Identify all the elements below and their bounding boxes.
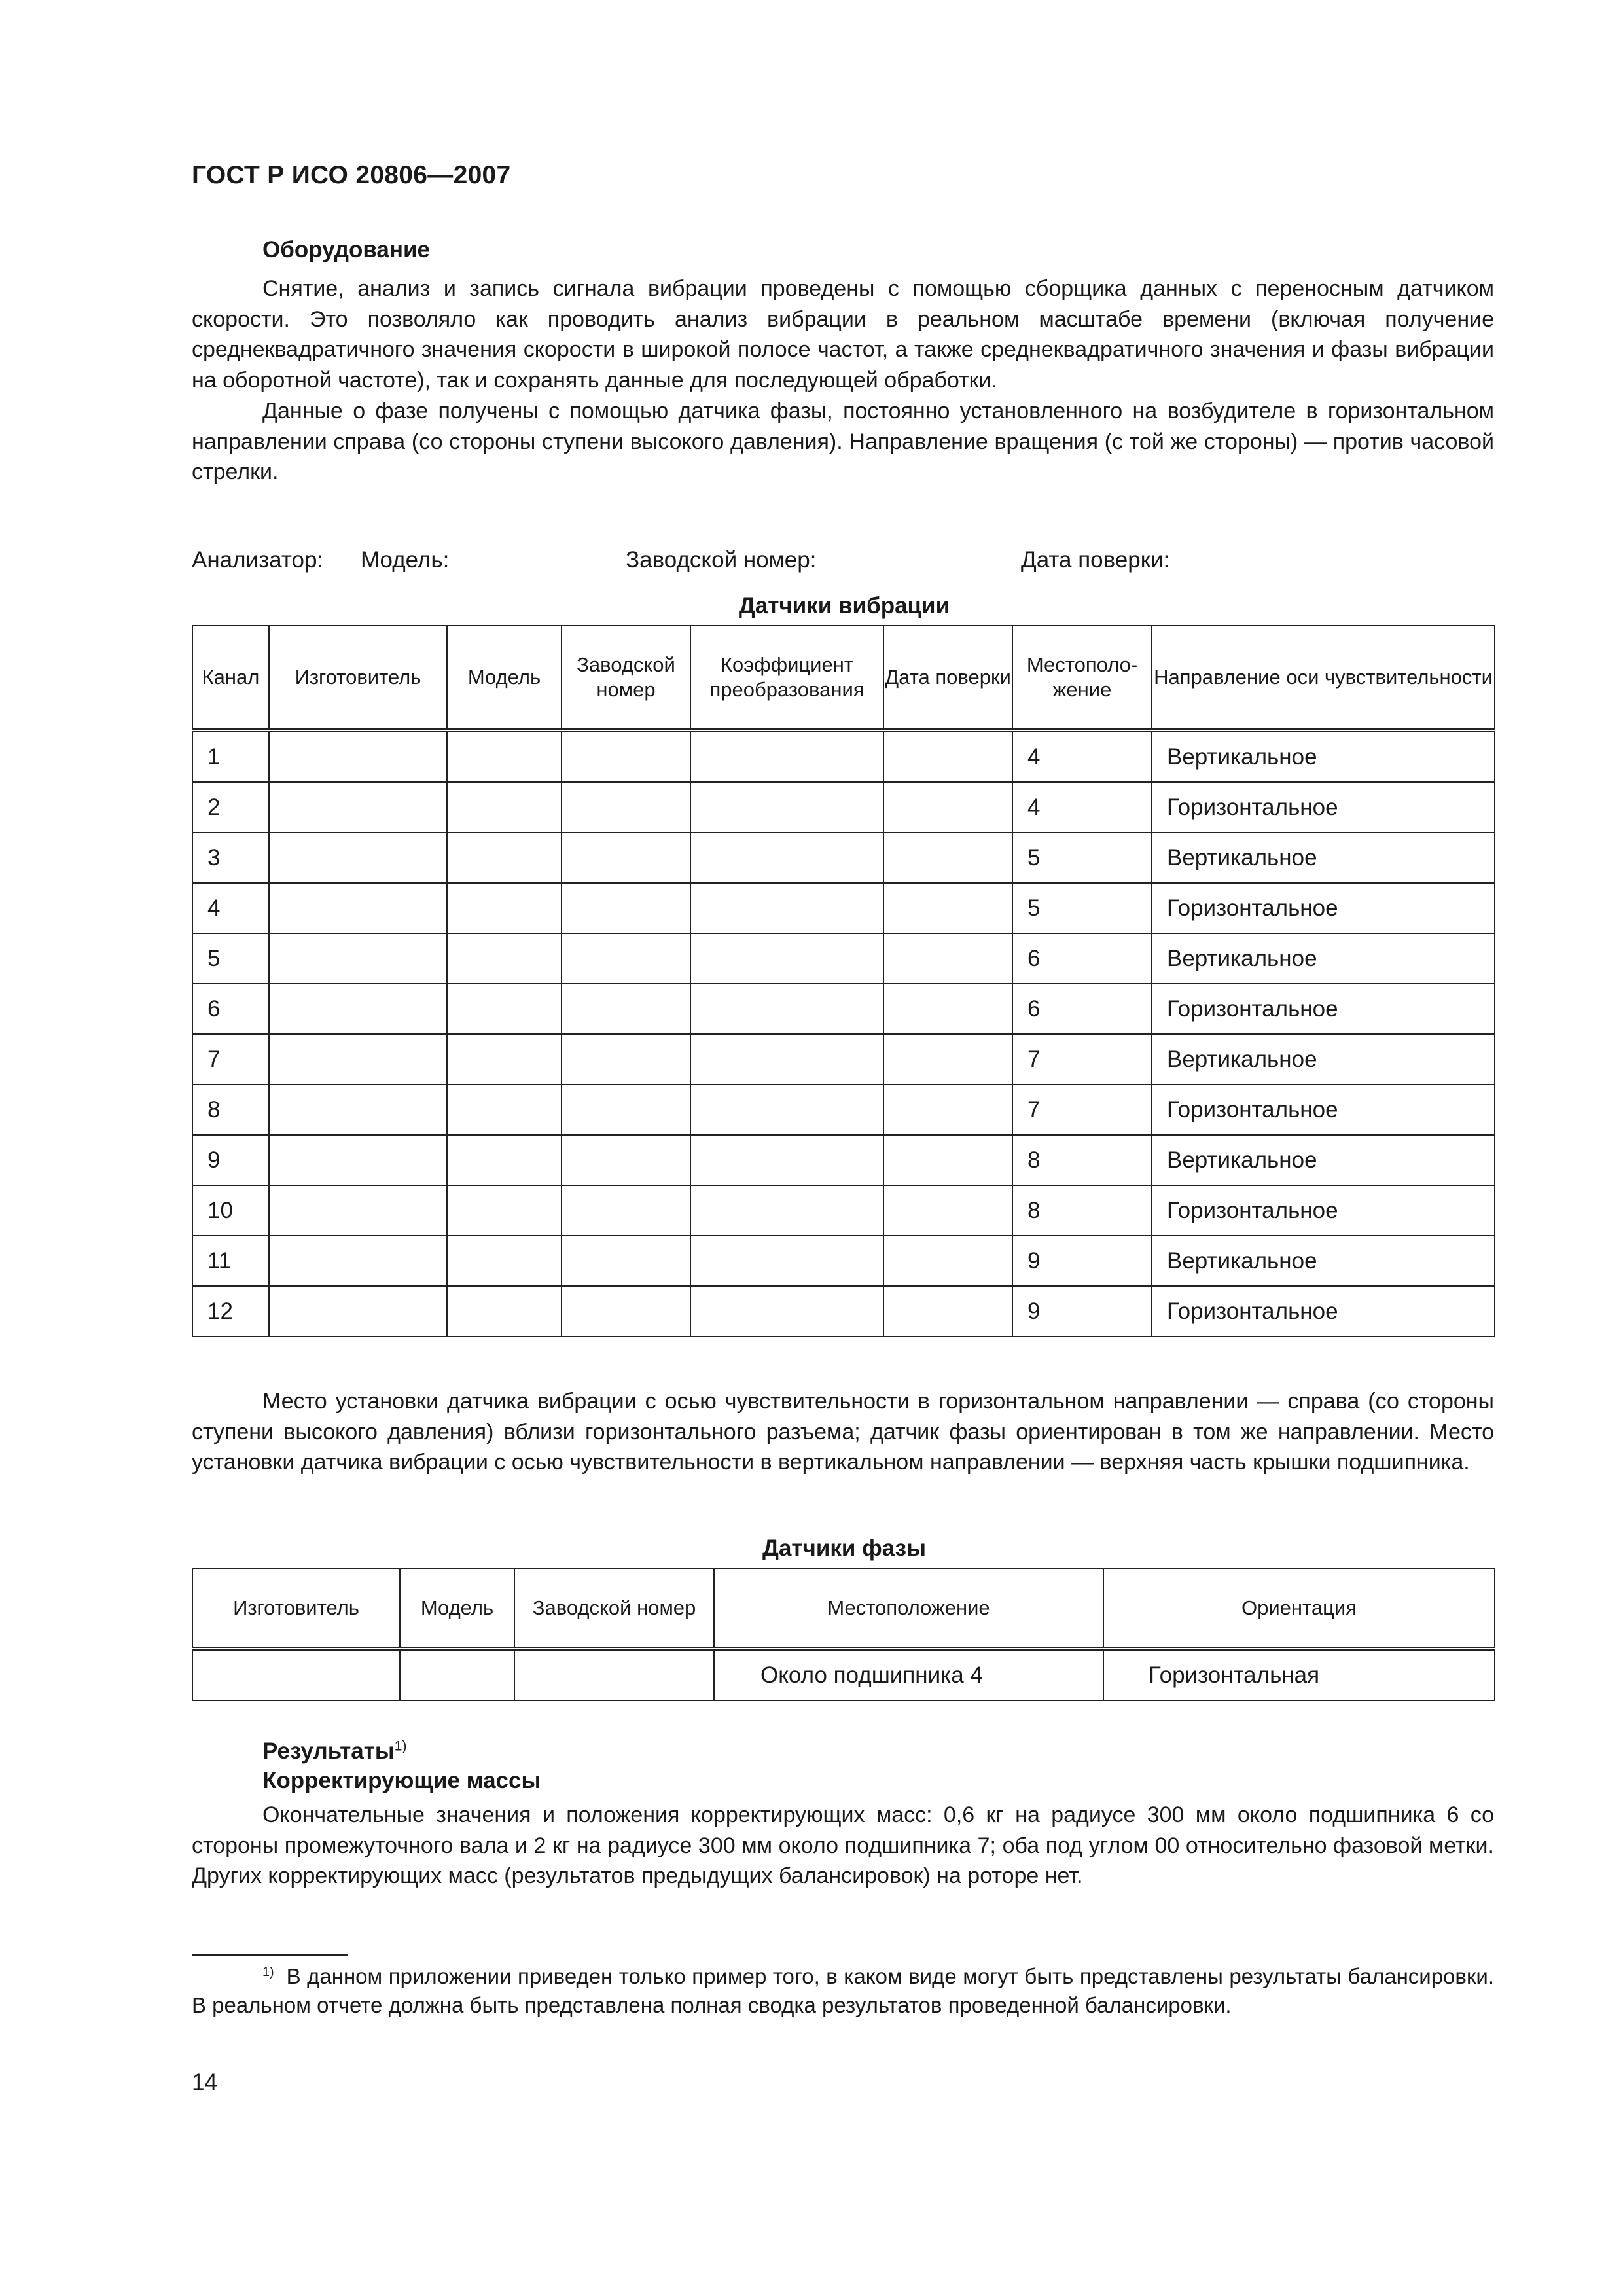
cell-model: [447, 883, 562, 933]
cell-conversion-factor: [690, 933, 883, 984]
footnote: [192, 1962, 1494, 2020]
cell-conversion-factor: [690, 1286, 883, 1336]
cell-channel: 12: [192, 1286, 269, 1336]
cell-serial: [562, 1185, 690, 1236]
cell-calibration-date: [883, 984, 1012, 1034]
results-heading-text: Результаты: [262, 1738, 395, 1764]
cell-conversion-factor: [690, 984, 883, 1034]
cell-model: [447, 833, 562, 883]
column-header-channel: Канал: [192, 626, 269, 730]
cell-model: [447, 984, 562, 1034]
cell-model: [447, 1286, 562, 1336]
cell-location: 4: [1012, 782, 1152, 833]
cell-conversion-factor: [690, 833, 883, 883]
column-header-model: Модель: [400, 1568, 514, 1649]
cell-location: 6: [1012, 933, 1152, 984]
cell-manufacturer: [269, 984, 447, 1034]
cell-calibration-date: [883, 833, 1012, 883]
analyzer-model-label: Модель:: [361, 547, 450, 573]
phase-table-header-row: [192, 1568, 1495, 1649]
cell-model: [447, 1135, 562, 1185]
results-paragraph: Окончательные значения и положения корректирующих масс: 0,6 кг на радиусе 300 мм около подшипника 6 со стороны промежуточного вала и 2 кг на радиусе 300 мм около подшипника 7; оба под углом 00 относительно фазовой метки. Других корректирующих масс (результатов предыдущих балансировок) на роторе нет.: [192, 1803, 1494, 1888]
column-header-orientation: Ориентация: [1103, 1568, 1495, 1649]
cell-channel: 9: [192, 1135, 269, 1185]
equipment-paragraph-1: Снятие, анализ и запись сигнала вибрации проведены с помощью сборщика данных с переносным датчиком скорости. Это позволяло как проводить анализ вибрации в реальном масштабе времени (включая получение среднеквадратичного значения скорости в широкой полосе частот, а также среднеквадратичного значения и фазы вибрации на оборотной частоте), так и сохранять данные для последующей обработки.: [192, 276, 1494, 393]
cell-conversion-factor: [690, 883, 883, 933]
cell-model: [447, 933, 562, 984]
page-number: 14: [192, 2070, 217, 2095]
cell-location: 8: [1012, 1185, 1152, 1236]
table-row: [192, 1034, 1495, 1085]
cell-calibration-date: [883, 730, 1012, 782]
cell-channel: 6: [192, 984, 269, 1034]
cell-conversion-factor: [690, 1185, 883, 1236]
cell-channel: 5: [192, 933, 269, 984]
vibration-sensors-caption: Датчики вибрации: [738, 593, 950, 619]
cell-channel: 8: [192, 1085, 269, 1135]
cell-model: [400, 1649, 514, 1700]
cell-calibration-date: [883, 1236, 1012, 1286]
cell-location: 7: [1012, 1085, 1152, 1135]
table-row: [192, 833, 1495, 883]
cell-model: [447, 1185, 562, 1236]
cell-calibration-date: [883, 1286, 1012, 1336]
phase-sensors-caption: Датчики фазы: [762, 1535, 926, 1561]
vibration-table-header-row: [192, 626, 1495, 730]
footnote-text: В данном приложении приведен только пример того, в каком виде могут быть представлены результаты балансировки. В реальном отчете должна быть представлена полная сводка результатов проведенной балансировки.: [192, 1964, 1495, 2017]
column-header-serial: Заводской номер: [514, 1568, 714, 1649]
column-header-sensitivity-axis: Направление оси чувствительности: [1152, 626, 1495, 730]
cell-location: 9: [1012, 1236, 1152, 1286]
cell-calibration-date: [883, 933, 1012, 984]
column-header-calibration-date: Дата поверки: [883, 626, 1012, 730]
cell-conversion-factor: [690, 1236, 883, 1286]
cell-serial: [562, 730, 690, 782]
table-row: [192, 1135, 1495, 1185]
analyzer-serial-label: Заводской номер:: [626, 547, 817, 573]
cell-location: Около подшипника 4: [714, 1649, 1103, 1700]
column-header-model: Модель: [447, 626, 562, 730]
cell-sensitivity-axis: Горизонтальное: [1152, 1185, 1495, 1236]
cell-serial: [562, 833, 690, 883]
cell-serial: [562, 984, 690, 1034]
cell-sensitivity-axis: Горизонтальное: [1152, 984, 1495, 1034]
footnote-reference: 1): [394, 1738, 407, 1754]
table-row: [192, 1185, 1495, 1236]
cell-manufacturer: [269, 1135, 447, 1185]
cell-conversion-factor: [690, 1085, 883, 1135]
analyzer-date-label: Дата поверки:: [1021, 547, 1170, 573]
cell-conversion-factor: [690, 730, 883, 782]
cell-channel: 2: [192, 782, 269, 833]
cell-manufacturer: [269, 782, 447, 833]
cell-manufacturer: [192, 1649, 400, 1700]
cell-serial: [562, 1085, 690, 1135]
cell-manufacturer: [269, 1034, 447, 1085]
results-heading: [262, 1738, 406, 1765]
document-header: ГОСТ Р ИСО 20806—2007: [192, 161, 511, 189]
cell-serial: [562, 1236, 690, 1286]
table-row: [192, 730, 1495, 782]
cell-serial: [562, 933, 690, 984]
cell-conversion-factor: [690, 1034, 883, 1085]
cell-manufacturer: [269, 1236, 447, 1286]
cell-calibration-date: [883, 1135, 1012, 1185]
table-row: [192, 1286, 1495, 1336]
table-row: [192, 782, 1495, 833]
cell-manufacturer: [269, 1286, 447, 1336]
cell-calibration-date: [883, 782, 1012, 833]
cell-manufacturer: [269, 1085, 447, 1135]
correction-masses-heading: Корректирующие массы: [262, 1768, 541, 1793]
cell-model: [447, 782, 562, 833]
cell-location: 8: [1012, 1135, 1152, 1185]
cell-manufacturer: [269, 883, 447, 933]
cell-manufacturer: [269, 833, 447, 883]
cell-sensitivity-axis: Горизонтальное: [1152, 1085, 1495, 1135]
mounting-note: Место установки датчика вибрации с осью чувствительности в горизонтальном направлении — справа (со стороны ступени высокого давления) вблизи горизонтального разъема; датчик фазы ориентирован в том же направлении. Место установки датчика вибрации с осью чувствительности в вертикальном направлении — верхняя часть крышки подшипника.: [192, 1389, 1494, 1475]
cell-manufacturer: [269, 933, 447, 984]
cell-location: 5: [1012, 883, 1152, 933]
cell-channel: 7: [192, 1034, 269, 1085]
column-header-manufacturer: Изготовитель: [192, 1568, 400, 1649]
cell-sensitivity-axis: Вертикальное: [1152, 730, 1495, 782]
cell-serial: [562, 883, 690, 933]
cell-location: 7: [1012, 1034, 1152, 1085]
cell-conversion-factor: [690, 782, 883, 833]
cell-sensitivity-axis: Вертикальное: [1152, 1135, 1495, 1185]
cell-manufacturer: [269, 730, 447, 782]
table-row: [192, 1085, 1495, 1135]
cell-location: 4: [1012, 730, 1152, 782]
cell-sensitivity-axis: Вертикальное: [1152, 933, 1495, 984]
analyzer-label: Анализатор:: [192, 547, 324, 573]
cell-serial: [562, 1135, 690, 1185]
equipment-heading: Оборудование: [262, 237, 430, 262]
cell-orientation: Горизонтальная: [1103, 1649, 1495, 1700]
table-row: [192, 984, 1495, 1034]
footnote-divider: [192, 1954, 348, 1956]
cell-serial: [562, 1034, 690, 1085]
cell-conversion-factor: [690, 1135, 883, 1185]
column-header-location: Местополо-жение: [1012, 626, 1152, 730]
cell-location: 6: [1012, 984, 1152, 1034]
phase-sensors-table: [192, 1568, 1495, 1701]
cell-channel: 3: [192, 833, 269, 883]
cell-channel: 4: [192, 883, 269, 933]
table-row: [192, 1649, 1495, 1700]
table-row: [192, 1236, 1495, 1286]
cell-sensitivity-axis: Вертикальное: [1152, 1034, 1495, 1085]
cell-channel: 11: [192, 1236, 269, 1286]
equipment-paragraph-2: Данные о фазе получены с помощью датчика фазы, постоянно установленного на возбудителе в горизонтальном направлении справа (со стороны ступени высокого давления). Направление вращения (с той же стороны) — против часовой стрелки.: [192, 399, 1494, 484]
footnote-marker: 1): [262, 1965, 274, 1979]
cell-model: [447, 1085, 562, 1135]
cell-location: 5: [1012, 833, 1152, 883]
cell-sensitivity-axis: Горизонтальное: [1152, 883, 1495, 933]
cell-serial: [562, 1286, 690, 1336]
cell-model: [447, 1236, 562, 1286]
column-header-serial: Заводской номер: [562, 626, 690, 730]
table-row: [192, 883, 1495, 933]
vibration-sensors-table: [192, 625, 1495, 1337]
cell-channel: 10: [192, 1185, 269, 1236]
cell-calibration-date: [883, 1034, 1012, 1085]
cell-manufacturer: [269, 1185, 447, 1236]
column-header-manufacturer: Изготовитель: [269, 626, 447, 730]
cell-location: 9: [1012, 1286, 1152, 1336]
cell-sensitivity-axis: Вертикальное: [1152, 1236, 1495, 1286]
column-header-conversion-factor: Коэффициент преобразования: [690, 626, 883, 730]
cell-calibration-date: [883, 883, 1012, 933]
column-header-location: Местоположение: [714, 1568, 1103, 1649]
table-row: [192, 933, 1495, 984]
cell-sensitivity-axis: Горизонтальное: [1152, 782, 1495, 833]
cell-calibration-date: [883, 1085, 1012, 1135]
cell-serial: [562, 782, 690, 833]
cell-model: [447, 1034, 562, 1085]
cell-calibration-date: [883, 1185, 1012, 1236]
cell-channel: 1: [192, 730, 269, 782]
cell-sensitivity-axis: Горизонтальное: [1152, 1286, 1495, 1336]
cell-serial: [514, 1649, 714, 1700]
cell-sensitivity-axis: Вертикальное: [1152, 833, 1495, 883]
cell-model: [447, 730, 562, 782]
